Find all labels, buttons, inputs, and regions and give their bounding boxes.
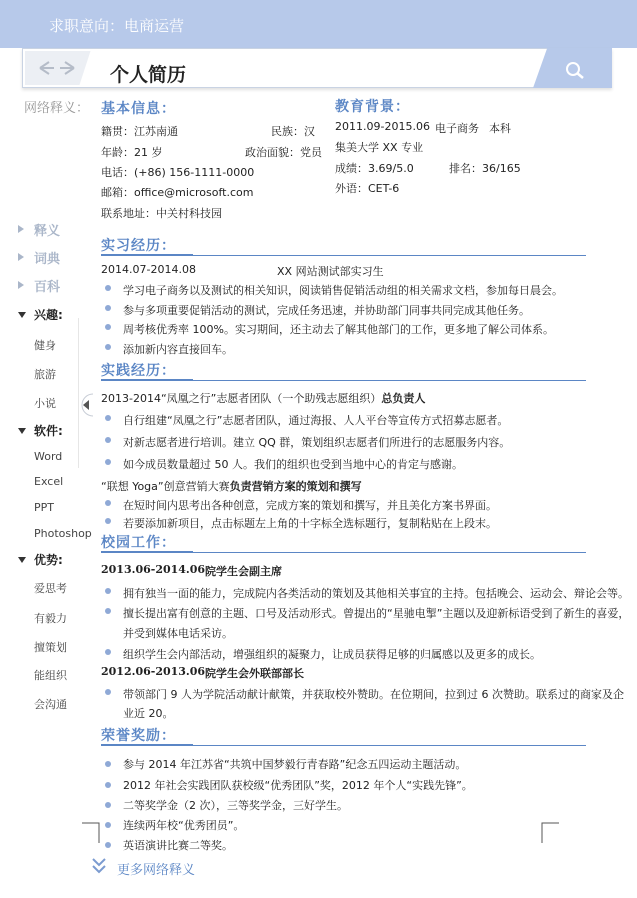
expand-icon[interactable] (18, 281, 24, 289)
bullet-dot (105, 415, 111, 421)
basic-info-title: 基本信息： (101, 101, 176, 117)
more-definitions-link[interactable]: 更多网络释义 (117, 863, 196, 878)
bullet-dot (105, 822, 111, 828)
list-item: 拥有独当一面的能力，完成院内各类活动的策划及其他相关事宜的主持。包括晚会、运动会、辩论会等。 (123, 587, 629, 600)
section-divider-accent (101, 254, 193, 256)
expand-icon[interactable] (18, 225, 24, 233)
web-definition-label: 网络释义： (24, 101, 90, 116)
list-item-cont: 业近 20。 (123, 707, 174, 720)
campus-period: 2013.06-2014.06 (101, 563, 206, 576)
practice-role: 负责营销方案的策划和撰写 (229, 480, 362, 493)
interests-heading: 兴趣: (34, 308, 63, 322)
crop-mark (541, 822, 559, 844)
practice-role: 总负责人 (381, 392, 426, 405)
list-item: 连续两年校“优秀团员”。 (123, 819, 245, 832)
sidebar-link-definition[interactable]: 释义 (34, 224, 61, 239)
bullet-dot (105, 344, 111, 350)
practice-title: 实践经历： (101, 363, 176, 379)
software-item: PPT (34, 501, 54, 514)
list-item: 参与多项重要促销活动的测试，完成任务迅速，并协助部门同事共同完成其他任务。 (123, 304, 530, 317)
age: 年龄：21 岁 (101, 146, 163, 159)
list-item-cont: 并受到媒体电话采访。 (123, 627, 233, 640)
edu-language: 外语：CET-6 (335, 182, 400, 195)
list-item: 周考核优秀率 100%。实习期间，还主动去了解其他部门的工作，更多地了解公司体系。 (123, 323, 554, 336)
software-item: Photoshop (34, 527, 92, 540)
edu-rank: 排名：36/165 (449, 162, 521, 175)
bullet-dot (105, 285, 111, 291)
campus-role: 院学生会外联部部长 (205, 667, 304, 680)
edu-period: 2011.09-2015.06 (335, 120, 430, 133)
software-item: Excel (34, 475, 64, 488)
bullet-dot (105, 305, 111, 311)
search-icon[interactable] (565, 61, 585, 79)
honors-title: 荣誉奖励： (101, 728, 176, 744)
list-item: 在短时间内思考出各种创意，完成方案的策划和撰写，并且美化方案书界面。 (123, 499, 497, 512)
bullet-dot (105, 324, 111, 330)
internship-title: 实习经历： (101, 238, 176, 254)
edu-gpa: 成绩：3.69/5.0 (335, 162, 414, 175)
list-item: 若要添加新项目，点击标题左上角的十字标全选标题行，复制粘贴在上段末。 (123, 517, 497, 530)
phone: 电话：(+86) 156-1111-0000 (101, 166, 255, 179)
email: 邮箱：office@microsoft.com (101, 186, 254, 199)
collapse-icon[interactable] (18, 312, 26, 318)
strength-item: 擅策划 (34, 641, 67, 654)
bullet-dot (105, 842, 111, 848)
practice-org: 2013-2014“凤凰之行”志愿者团队（一个助残志愿组织） (101, 392, 382, 405)
sidebar-link-dictionary[interactable]: 词典 (34, 252, 61, 267)
interest-item: 健身 (34, 339, 56, 352)
list-item: 学习电子商务以及测试的相关知识，阅读销售促销活动组的相关需求文档，参加每日晨会。 (123, 284, 563, 297)
collapse-icon[interactable] (18, 428, 26, 434)
list-item: 对新志愿者进行培训。建立 QQ 群，策划组织志愿者们所进行的志愿服务内容。 (123, 436, 511, 449)
campus-period: 2012.06-2013.06 (101, 665, 206, 678)
list-item: 参与 2014 年江苏省“共筑中国梦毅行青春路”纪念五四运动主题活动。 (123, 758, 467, 771)
software-item: Word (34, 450, 63, 463)
bullet-dot (105, 802, 111, 808)
internship-period: 2014.07-2014.08 (101, 263, 196, 276)
bullet-dot (105, 437, 111, 443)
section-divider-accent (101, 744, 193, 746)
bullet-dot (105, 588, 111, 594)
list-item: 二等奖学金（2 次），三等奖学金，三好学生。 (123, 799, 348, 812)
strength-item: 能组织 (34, 669, 67, 682)
bullet-dot (105, 608, 111, 614)
ethnicity: 民族：汉 (271, 125, 315, 138)
strength-item: 有毅力 (34, 612, 67, 625)
political-status: 政治面貌：党员 (245, 146, 322, 159)
bullet-dot (105, 649, 111, 655)
campus-title: 校园工作： (101, 535, 176, 551)
expand-icon[interactable] (18, 253, 24, 261)
list-item: 英语演讲比赛二等奖。 (123, 839, 233, 852)
campus-role: 院学生会副主席 (205, 565, 282, 578)
list-item: 自行组建“凤凰之行”志愿者团队，通过海报、人人平台等宣传方式招募志愿者。 (123, 414, 509, 427)
section-divider-accent (101, 379, 193, 381)
job-intention: 求职意向：电商运营 (49, 17, 185, 35)
collapse-sidebar-button[interactable] (78, 393, 94, 417)
practice-head-2 (101, 478, 362, 494)
strength-item: 爱思考 (34, 582, 67, 595)
interest-item: 小说 (34, 397, 56, 410)
address: 联系地址：中关村科技园 (101, 207, 222, 220)
interest-item: 旅游 (34, 368, 56, 381)
education-title: 教育背景： (335, 99, 410, 115)
edu-major: 电子商务 (435, 122, 479, 135)
edu-degree: 本科 (489, 122, 511, 135)
internship-role: XX 网站测试部实习生 (277, 265, 384, 278)
list-item: 带领部门 9 人为学院活动献计献策，并获取校外赞助。在位期间，拉到过 6 次赞助。联系过的商家及企 (123, 688, 624, 701)
list-item: 2012 年社会实践团队获校级“优秀团队”奖，2012 年个人“实践先锋”。 (123, 779, 473, 792)
strengths-heading: 优势: (34, 553, 63, 567)
practice-event: “联想 Yoga”创意营销大赛 (101, 480, 230, 493)
bullet-dot (105, 761, 111, 767)
double-chevron-down-icon[interactable] (91, 857, 107, 875)
edu-school: 集美大学 XX 专业 (335, 141, 424, 154)
back-forward-icon[interactable] (38, 60, 76, 76)
bullet-dot (105, 518, 111, 524)
bullet-dot (105, 689, 111, 695)
native-place: 籍贯：江苏南通 (101, 125, 178, 138)
bullet-dot (105, 782, 111, 788)
practice-head-1 (101, 390, 425, 406)
strength-item: 会沟通 (34, 698, 67, 711)
section-divider-accent (101, 551, 193, 553)
bullet-dot (105, 500, 111, 506)
sidebar-link-encyclopedia[interactable]: 百科 (34, 280, 61, 295)
software-heading: 软件: (34, 424, 63, 438)
list-item: 如今成员数量超过 50 人。我们的组织也受到当地中心的肯定与感谢。 (123, 458, 463, 471)
list-item: 添加新内容直接回车。 (123, 343, 233, 356)
crop-mark (82, 822, 100, 844)
collapse-icon[interactable] (18, 557, 26, 563)
page-title: 个人简历 (110, 64, 187, 86)
list-item: 擅长提出富有创意的主题、口号及活动形式。曾提出的“星驰电掣”主题以及迎新标语受到了新生的喜爱， (123, 607, 630, 620)
bullet-dot (105, 459, 111, 465)
list-item: 组织学生会内部活动，增强组织的凝聚力，让成员获得足够的归属感以及更多的成长。 (123, 648, 541, 661)
